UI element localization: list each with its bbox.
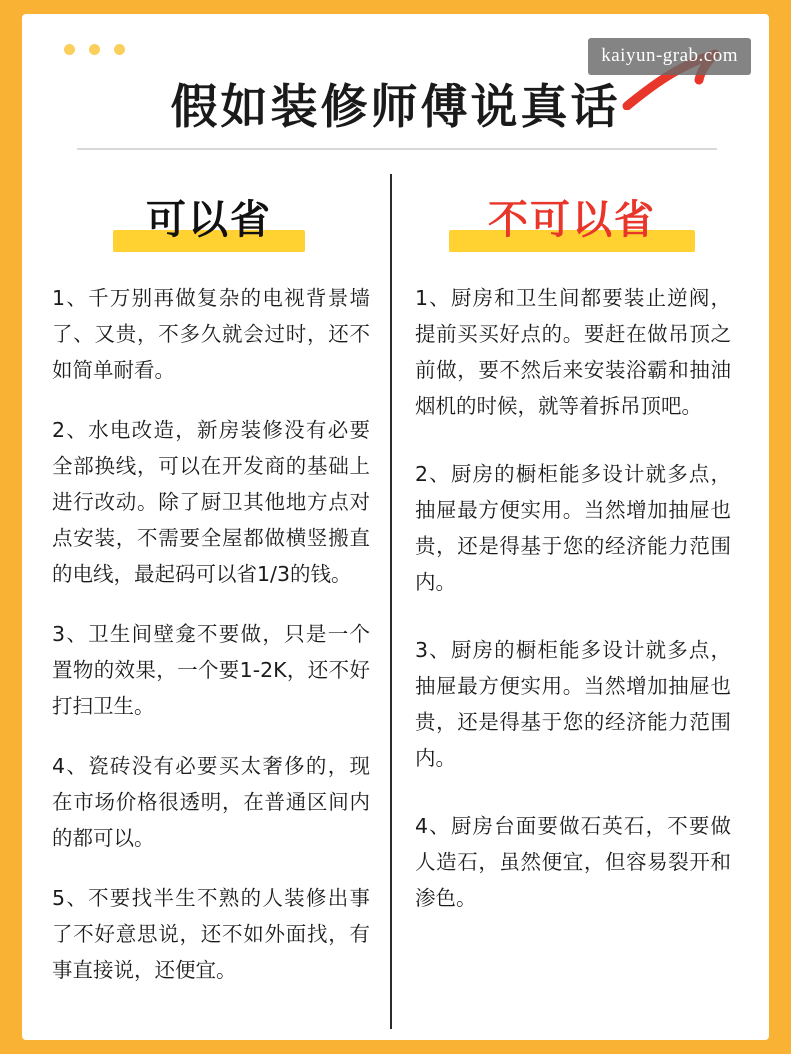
column-cannot-save: [407, 192, 737, 948]
column-heading-can-save: [44, 192, 374, 254]
heading-text: 不可以省: [488, 197, 656, 243]
column-can-save: [44, 192, 374, 1012]
list-item: 4、瓷砖没有必要买太奢侈的，现在市场价格很透明，在普通区间内的都可以。: [52, 754, 370, 850]
poster-card: [22, 14, 769, 1040]
heading-text: 可以省: [146, 197, 272, 243]
decorative-dots: [64, 44, 125, 55]
page-title: 假如装修师傅说真话: [170, 80, 621, 135]
watermark-label: kaiyun-grab.com: [588, 38, 751, 75]
list-item: 2、厨房的橱柜能多设计就多点，抽屉最方便实用。当然增加抽屉也贵，还是得基于您的经济能力范围内。: [415, 462, 731, 594]
dot-2: [89, 44, 100, 55]
title-divider: [77, 148, 717, 150]
list-item: 1、厨房和卫生间都要装止逆阀，提前买买好点的。要赶在做吊顶之前做，要不然后来安装浴霸和抽油烟机的时候，就等着拆吊顶吧。: [415, 286, 731, 418]
list-item: 3、卫生间壁龛不要做，只是一个置物的效果，一个要1-2K，还不好打扫卫生。: [52, 622, 370, 718]
list-item: 1、千万别再做复杂的电视背景墙了、又贵，不多久就会过时，还不如简单耐看。: [52, 286, 370, 382]
dot-1: [64, 44, 75, 55]
list-item: 5、不要找半生不熟的人装修出事了不好意思说，还不如外面找，有事直接说，还便宜。: [52, 886, 370, 982]
list-item: 3、厨房的橱柜能多设计就多点，抽屉最方便实用。当然增加抽屉也贵，还是得基于您的经济能力范围内。: [415, 638, 731, 770]
list-item: 2、水电改造，新房装修没有必要全部换线，可以在开发商的基础上进行改动。除了厨卫其他地方点对点安装，不需要全屋都做横竖搬直的电线，最起码可以省1/3的钱。: [52, 418, 370, 586]
dot-3: [114, 44, 125, 55]
column-heading-cannot-save: [407, 192, 737, 254]
column-divider: [390, 174, 392, 1029]
list-item: 4、厨房台面要做石英石，不要做人造石，虽然便宜，但容易裂开和渗色。: [415, 814, 731, 910]
poster-title-wrap: [22, 70, 769, 137]
